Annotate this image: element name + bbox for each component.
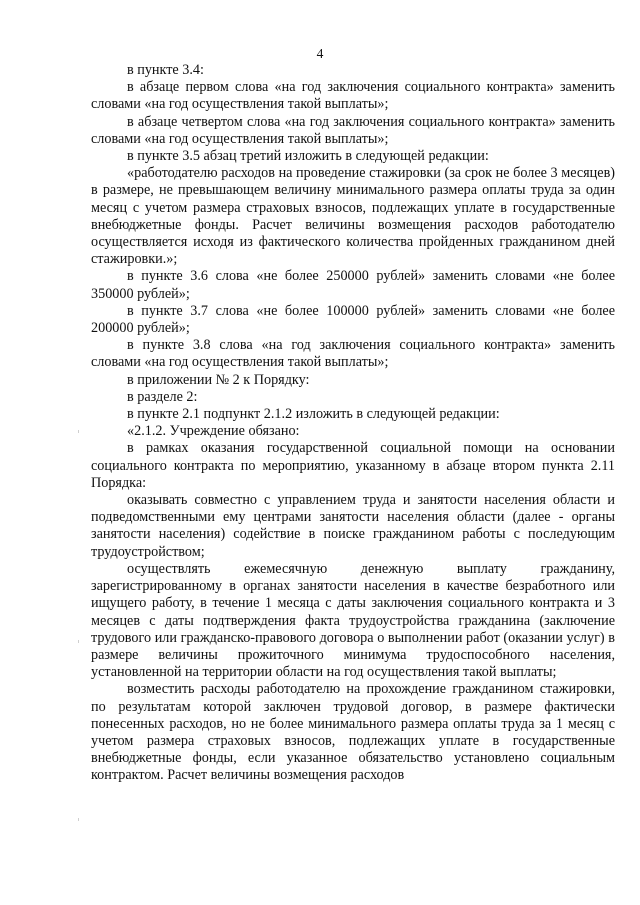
page-number: 4 [316, 46, 324, 61]
paragraph: «2.1.2. Учреждение обязано: [127, 423, 300, 440]
paragraph: в разделе 2: [127, 388, 198, 405]
scan-margin-mark [78, 430, 79, 433]
document-body [91, 62, 615, 785]
paragraph: в абзаце первом слова «на год заключения социального контракта» заменить словами «на год осуществления такой выплаты»; [91, 79, 615, 113]
paragraph: в пункте 2.1 подпункт 2.1.2 изложить в следующей редакции: [127, 406, 500, 423]
paragraph: в пункте 3.5 абзац третий изложить в следующей редакции: [127, 148, 489, 165]
paragraph: в пункте 3.4: [127, 62, 204, 78]
scan-margin-mark [78, 640, 79, 643]
paragraph: возместить расходы работодателю на прохождение гражданином стажировки, по результатам которой заключен трудовой договор, в размере фактически понесенных расходов, но не более минимального размера оплаты труда за 1 месяц с учетом размера страховых взносов, подлежащих уплате в государственные внебюджетные фонды, если указанное обязательство установлено социальным контрактом. Расчет величины возмещения расходов [91, 681, 615, 784]
paragraph: в пункте 3.6 слова «не более 250000 рублей» заменить словами «не более 350000 рублей»; [91, 268, 615, 302]
paragraph: «работодателю расходов на проведение стажировки (за срок не более 3 месяцев) в размере, не превышающем величину минимального размера оплаты труда за один месяц с учетом размера страховых взносов, подлежащих уплате в государственные внебюджетные фонды. Расчет величины возмещения расходов работодателю осуществляется исходя из фактического количества пройденных гражданином дней стажировки.»; [91, 165, 615, 268]
paragraph: оказывать совместно с управлением труда и занятости населения области и подведомственными ему центрами занятости населения области (далее - органы занятости населения) содействие в поиске гражданином работы с последующим трудоустройством; [91, 492, 615, 560]
paragraph: в абзаце четвертом слова «на год заключения социального контракта» заменить словами «на год осуществления такой выплаты»; [91, 113, 615, 147]
paragraph: в пункте 3.7 слова «не более 100000 рублей» заменить словами «не более 200000 рублей»; [91, 302, 615, 337]
scan-margin-mark [78, 818, 79, 821]
paragraph: в пункте 3.8 слова «на год заключения социального контракта» заменить словами «на год осуществления такой выплаты»; [91, 337, 615, 371]
paragraph: в приложении № 2 к Порядку: [127, 371, 310, 388]
paragraph: в рамках оказания государственной социальной помощи на основании социального контракта по мероприятию, указанному в абзаце втором пункта 2.11 Порядка: [91, 440, 615, 491]
paragraph: осуществлять ежемесячную денежную выплату гражданину, зарегистрированному в органах занятости населения в качестве безработного или ищущего работу, в течение 1 месяца с даты заключения социального контракта и 3 месяцев с даты подтверждения факта трудоустройства гражданина (заключение трудового или гражданско-правового договора о выполнении работ (оказании услуг) в размере величины прожиточного минимума трудоспособного населения, установленной на территории области на год осуществления такой выплаты; [91, 560, 615, 681]
